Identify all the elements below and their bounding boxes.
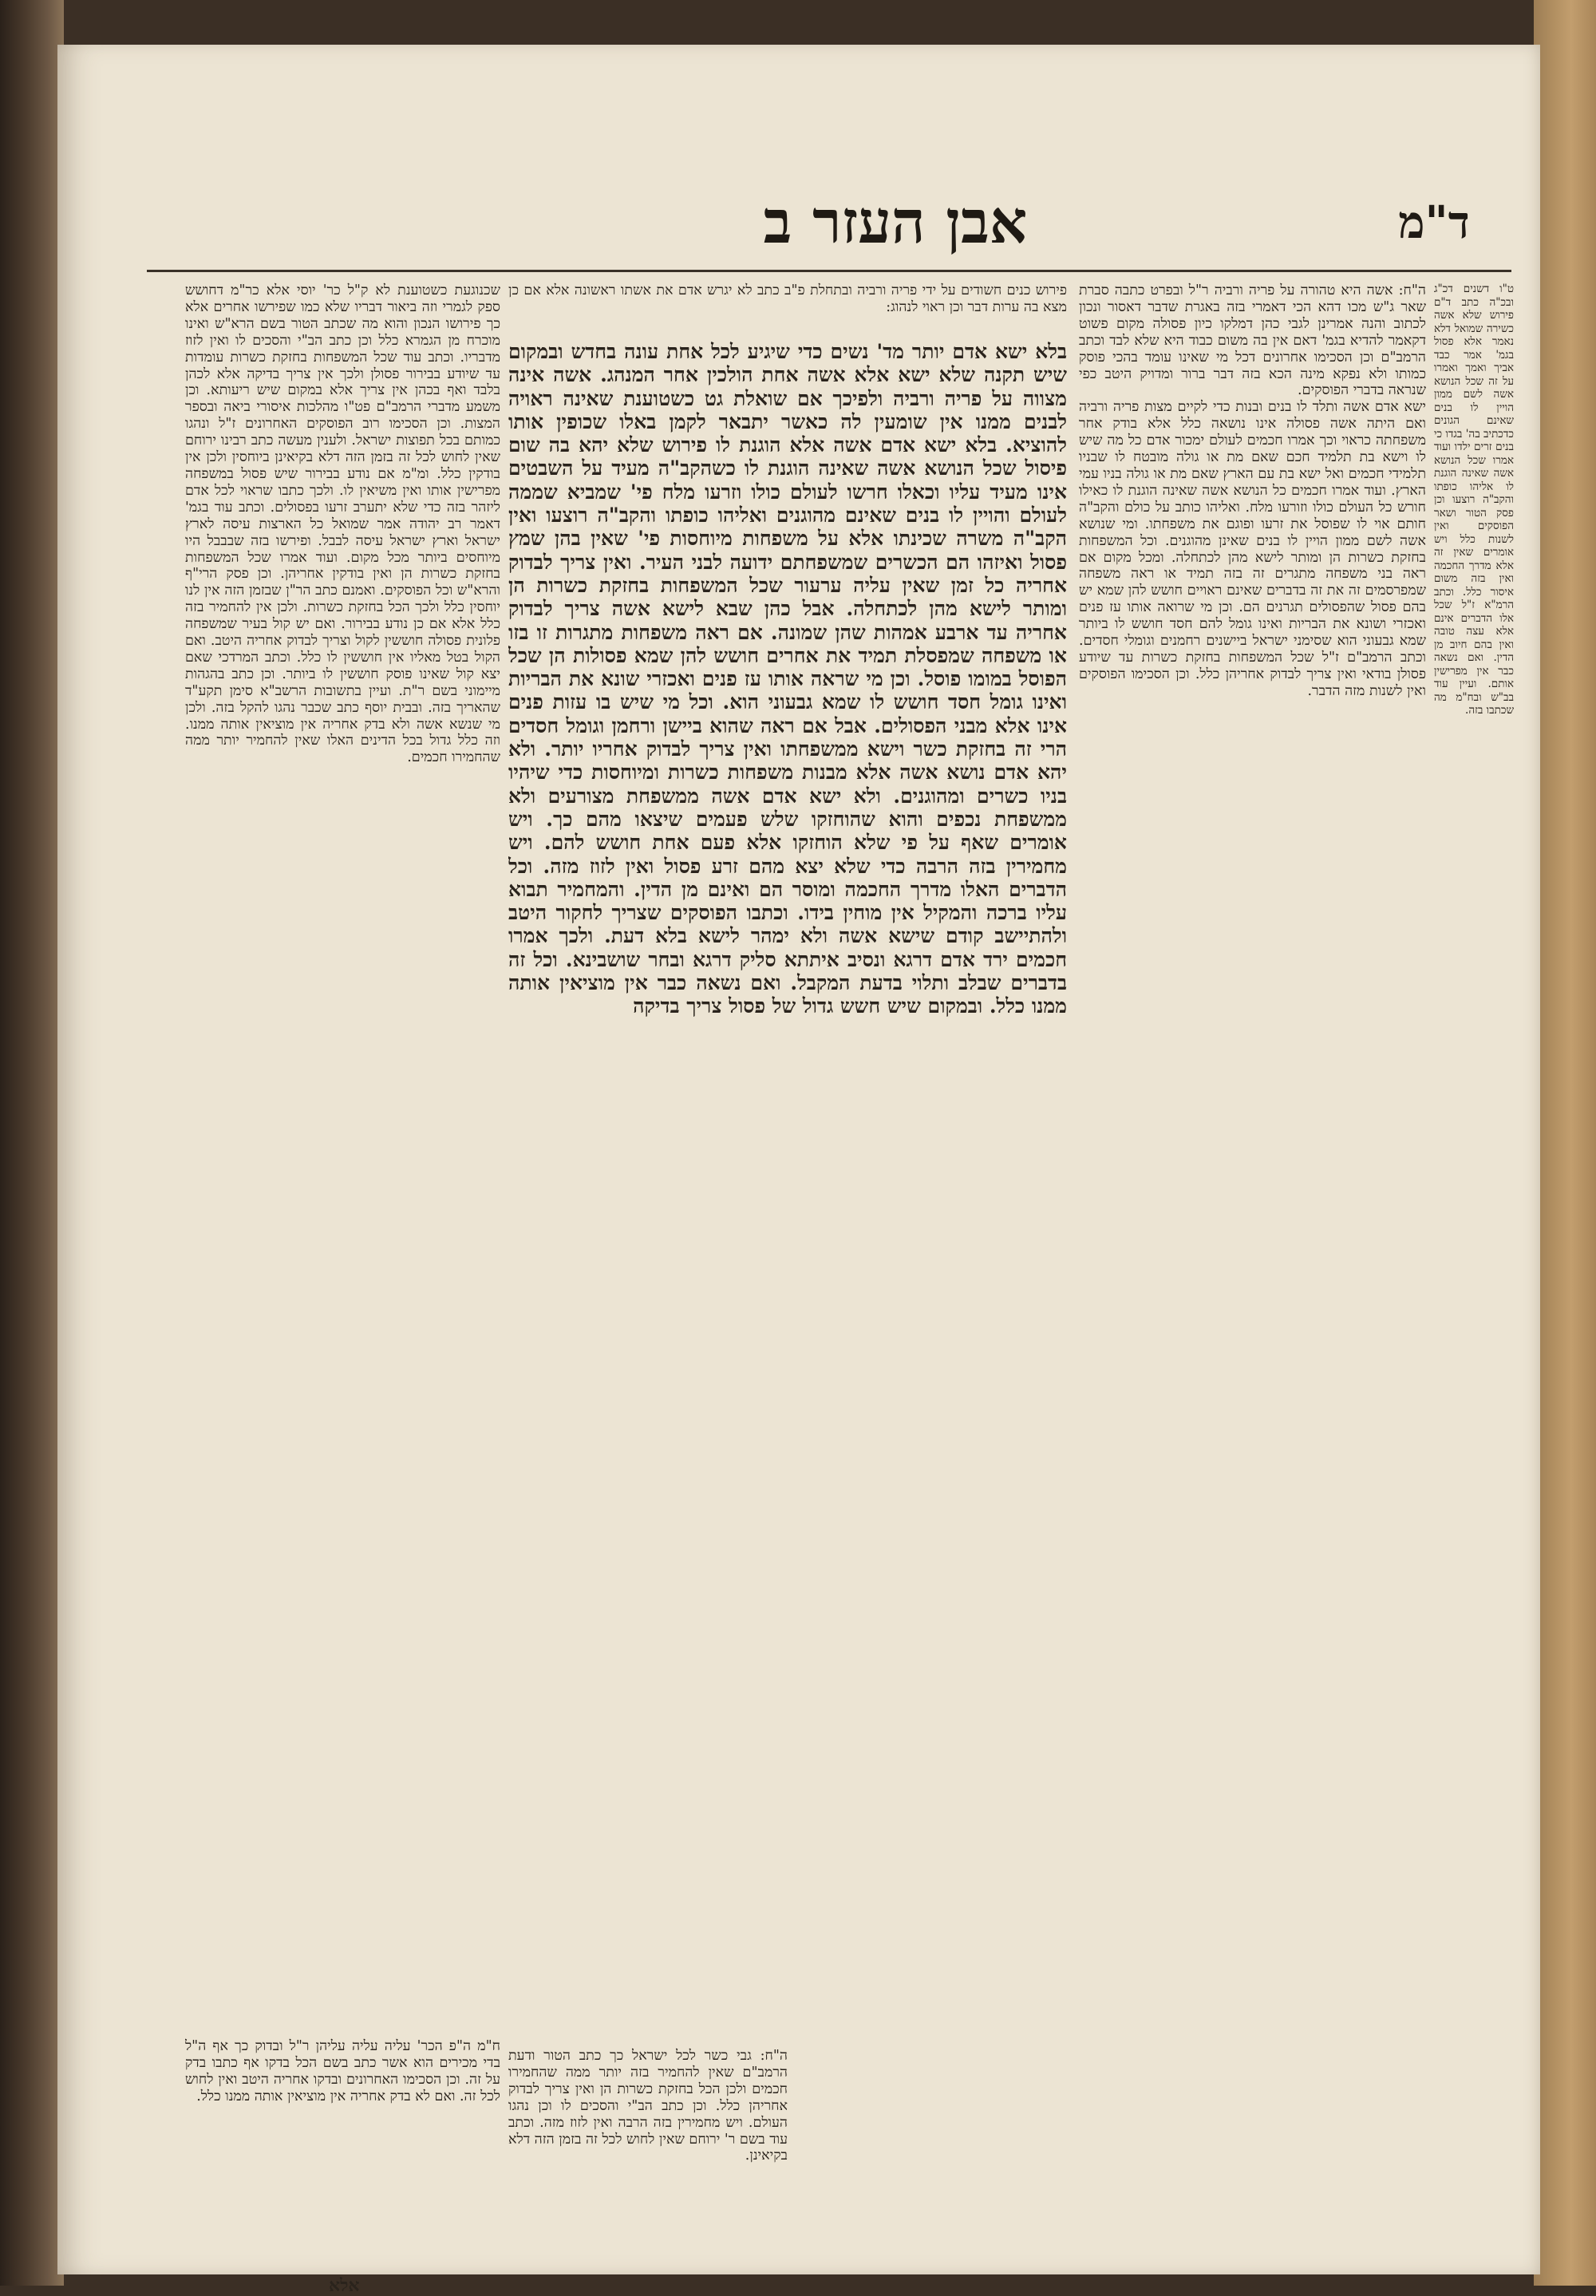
right-commentary-top: ה"ח: אשה היא טהורה על פריה ורביה ר"ל ובפרט כתבה סברת שאר ג"ש מכו דהא הכי דאמרי בזה באגרת שדבר דאסור ונכון לכתוב והנה אמרינן לגבי כהן דמלקו כיון פסולה מקום פשוט דקאמר להדיא בגמ' דאם אין בה משום כבוד היא שלא לבד וכתב הרמב"ם וכן הסכימו אחרונים דכל מי שאינו עומד בהכי פוסק כמותו ולא נפקא מינה הכא בזה דבר ברור ומדויק היטב כפי שנראה בדברי הפוסקים. bbox=[1079, 283, 1426, 399]
page-number: ד"מ bbox=[1398, 196, 1470, 249]
margin-gloss-text: ט"ו דשנים דכ"ג ובכ"ה כתב ד"ם פירוש שלא אשה כשירה שמואל דלא נאמר אלא פסול בגמ' אמר כבד אביך ואמך ואמרו על זה שכל הנושא אשה לשם ממון הויין לו בנים שאינם הגונים כדכתיב בה' בגדו כי בנים זרים ילדו ועוד אמרו שכל הנושא אשה שאינה הוגנת לו אליהו כופתו והקב"ה רוצעו וכן פסק הטור ושאר הפוסקים ואין לשנות כלל ויש אומרים שאין זה אלא מדרך החכמה ואין בזה משום איסור כלל. וכתב הרמ"א ז"ל שכל אלו הדברים אינם אלא עצה טובה ואין בהם חיוב מן הדין. ואם נשאה כבר אין מפרישין אותם. ועיין עוד בב"ש ובח"מ מה שכתבו בזה. bbox=[1434, 283, 1514, 717]
bottom-middle-commentary bbox=[508, 2048, 788, 2279]
main-text: בלא ישא אדם יותר מד' נשים כדי שיגיע לכל אחת עונה בחדש ובמקום שיש תקנה שלא ישא אלא אשה אחת הולכין אחר המנהג. אשה אינה מצווה על פריה ורביה ולפיכך אם שואלת גט כשטוענת שאינה ראויה לבנים ממנו אין שומעין לה כאשר יתבאר לקמן באלו שכופין אותו להוציא. בלא ישא אדם אשה אלא הוגנת לו פירוש שלא יהא בה שום פיסול שכל הנושא אשה שאינה הוגנת לו כשהקב"ה מעיד על השבטים אינו מעיד עליו וכאלו חרשו לעולם כולו וזרעו מלח פי' שמביא שממה לעולם והויין לו בנים שאינם מהוגנים ואליהו כופתו והקב"ה רוצעו ואין הקב"ה משרה שכינתו אלא על משפחות מיוחסות פי' שאין בהן שמץ פסול ואיזהו הם הכשרים שמשפחתם ידועה לבני העיר. ואין צריך לבדוק אחריה כל זמן שאין עליה ערעור שכל המשפחות בחזקת כשרות הן ומותר לישא מהן לכתחלה. אבל כהן שבא לישא אשה צריך לבדוק אחריה עד ארבע אמהות שהן שמונה. אם ראה משפחות מתגרות זו בזו או משפחה שמפסלת תמיד את אחרים חושש להן שמא פסולות הן שכל הפוסל במומו פוסל. וכן מי שראה אותו עז פנים ואכזרי שונא את הבריות ואינו גומל חסד חושש לו שמא גבעוני הוא. וכל מי שיש בו עזות פנים אינו אלא מבני הפסולים. אבל אם ראה שהוא ביישן ורחמן וגומל חסדים הרי זה בחזקת כשר וישא ממשפחתו ואין צריך לבדוק אחריו יותר. ולא יהא אדם נושא אשה אלא מבנות משפחות כשרות ומיוחסות כדי שיהיו בניו כשרים ומהוגנים. ולא ישא אדם אשה ממשפחת מצורעים ולא ממשפחת נכפים והוא שהוחזקו שלש פעמים שיצאו מהם כך. ויש אומרים שאף על פי שלא הוחזקו אלא פעם אחת חושש להם. ויש מחמירין בזה הרבה כדי שלא יצא מהם זרע פסול ואין לזוז מזה. וכל הדברים האלו מדרך החכמה ומוסר הם ואינם מן הדין. והמחמיר תבוא עליו ברכה והמקיל אין מוחין בידו. וכתבו הפוסקים שצריך לחקור היטב ולהתיישב קודם שישא אשה ולא ימהר לישא בלא דעת. ולכך אמרו חכמים ירד אדם דרגא ונסיב איתתא סליק דרגא ובחר שושבינא. וכל זה בדברים שבלב ותלוי בדעת המקבל. ואם נשאה כבר אין מוציאין אותה ממנו כלל. ובמקום שיש חשש גדול של פסול צריך בדיקה bbox=[508, 340, 1067, 1018]
header-rule bbox=[147, 270, 1511, 272]
bottom-left-text: ח"מ ה"פ הכר' עליה עליה עליהן ר"ל ובדוק כך אף ה"ל בדי מכירים הוא אשר כתב בשם הכל בדקו אף כתבו בדק על זה. וכן הסכימו האחרונים ובדקו אחריה היטב ואין לחוש לכל זה. ואם לא בדק אחריה אין מוציאין אותה ממנו כלל. bbox=[185, 2038, 500, 2104]
book-binding bbox=[0, 0, 64, 2286]
main-top-commentary-text: פירוש כנים חשודים על ידי פריה ורביה ובתחלת פ"ב כתב לא יגרש אדם את אשתו ראשונה אלא אם כן מצא בה ערות דבר וכן ראוי לנהוג: bbox=[508, 283, 1067, 315]
left-commentary-text: שכנוגעת כשטוענת לא ק"ל כר' יוסי אלא כר"מ דחושש ספק לגמרי וזה ביאור דבריו שלא כמו שפירשו אחרים אלא כך פירושו הנכון והוא מה שכתב הטור בשם הרא"ש ואינו מוכרח מן הגמרא כלל וכן כתב הב"י והסכים לו ואין לזוז מדבריו. וכתב עוד שכל המשפחות בחזקת כשרות עומדות עד שיודע בבירור פסולן ולכך אין צריך בדיקה אלא לכהן בלבד ואף בכהן אין צריך אלא במקום שיש ריעותא. וכן משמע מדברי הרמב"ם פט"ו מהלכות איסורי ביאה ובספר המצות. וכן הסכימו רוב הפוסקים האחרונים ז"ל ונהגו כמותם בכל תפוצות ישראל. ולענין מעשה כתב רבינו ירוחם שאין לחוש לכל זה בזמן הזה דלא בקיאינן ביוחסין ולכן אין בודקין כלל. ומ"מ אם נודע בבירור שיש פסול במשפחה מפרישין אותו ואין משיאין לו. ולכך כתבו שראוי לכל אדם ליזהר בזה כדי שלא יתערב זרעו בפסולים. וכתב עוד בגמ' דאמר רב יהודה אמר שמואל כל הארצות עיסה לארץ ישראל וארץ ישראל עיסה לבבל. ופירשו בזה שבבבל היו מיוחסים ביותר מכל מקום. ועוד אמרו שכל המשפחות בחזקת כשרות הן ואין בודקין אחריהן. וכן פסק הרי"ף והרא"ש וכל הפוסקים. ואמנם כתב הר"ן שבזמן הזה אין לנו יוחסין כלל ולכך הכל בחזקת כשרות. ולכן אין להחמיר בזה כלל אלא אם כן נודע בבירור. ואם יש קול בעיר שמשפחה פלונית פסולה חוששין לקול וצריך לבדוק אחריה היטב. ואם הקול בטל מאליו אין חוששין לו כלל. וכתב המרדכי שאם יצא קול שאינו פוסק חוששין לו ביותר. וכן כתב בהגהות מיימוני בשם ר"ת. ועיין בתשובות הרשב"א סימן תקע"ד שהאריך בזה. ובבית יוסף כתב שכבר נהגו להקל בזה. ולכן מי שנשא אשה ולא בדק אחריה אין מוציאין אותה ממנו. וזה כלל גדול בכל הדינים האלו שאין להחמיר יותר ממה שהחמירו חכמים. bbox=[185, 283, 500, 766]
book-cover-edge bbox=[1534, 0, 1596, 2286]
right-commentary-column bbox=[1079, 283, 1426, 2150]
right-commentary-text: ישא אדם אשה ותלד לו בנים ובנות כדי לקיים מצות פריה ורביה ואם היתה אשה פסולה אינו נושאה כלל אלא בודק אחר משפחתה כראוי וכך אמרו חכמים לעולם ימכור אדם כל מה שיש לו וישא בת תלמיד חכם שאם מת או גולה מובטח לו שבניו תלמידי חכמים ואל ישא בת עם הארץ שאם מת או גולה בניו עמי הארץ. ועוד אמרו חכמים כל הנושא אשה שאינה הוגנת לו כאילו חורש כל העולם כולו וזורעו מלח. ואליהו כותב על כולם והקב"ה חותם אוי לו שפוסל את זרעו ופוגם את משפחתו. ומי שנושא אשה לשם ממון הויין לו בנים שאינן מהוגנים. וכל המשפחות בחזקת כשרות הן ומותר לישא מהן לכתחלה. ומכל מקום אם ראה בני משפחה מתגרים זה בזה תמיד או ראה משפחה שמפרסמים זה את זה בדברים שאינם ראויים חושש להן שמא יש בהם פסול שהפסולים תגרנים הם. וכן מי שרואה אותו עז פנים ואכזרי ושונא את הבריות ואינו גומל להם חסד חושש לו ביותר שמא גבעוני הוא שסימני ישראל ביישנים רחמנים וגומלי חסדים. וכתב הרמב"ם ז"ל שכל המשפחות בחזקת כשרות עד שיודע פסולן בודאי ואין צריך לבדוק אחריהן כלל. וכן הסכימו הפוסקים ואין לשנות מזה הדבר. bbox=[1079, 399, 1426, 699]
bottom-left-commentary bbox=[185, 2038, 500, 2158]
bottom-middle-text: ה"ח: גבי כשר לכל ישראל כך כתב הטור ודעת הרמב"ם שאין להחמיר בזה יותר ממה שהחמירו חכמים ולכן הכל בחזקת כשרות הן ואין צריך לבדוק אחריהן כלל. וכן כתב הב"י והסכים לו וכן נהגו העולם. ויש מחמירין בזה הרבה ואין לזוז מזה. וכתב עוד בשם ר' ירוחם שאין לחוש לכל זה בזמן הזה דלא בקיאינן. bbox=[508, 2048, 788, 2164]
book-page bbox=[57, 45, 1540, 2296]
main-top-commentary bbox=[508, 283, 1067, 334]
left-commentary-column bbox=[185, 283, 500, 2022]
running-title: אבן העזר ב bbox=[763, 188, 1028, 257]
page-header bbox=[57, 180, 1540, 276]
catchword: אלא bbox=[329, 2275, 360, 2296]
main-text-column bbox=[508, 340, 1067, 2032]
margin-gloss-column bbox=[1434, 283, 1514, 2066]
